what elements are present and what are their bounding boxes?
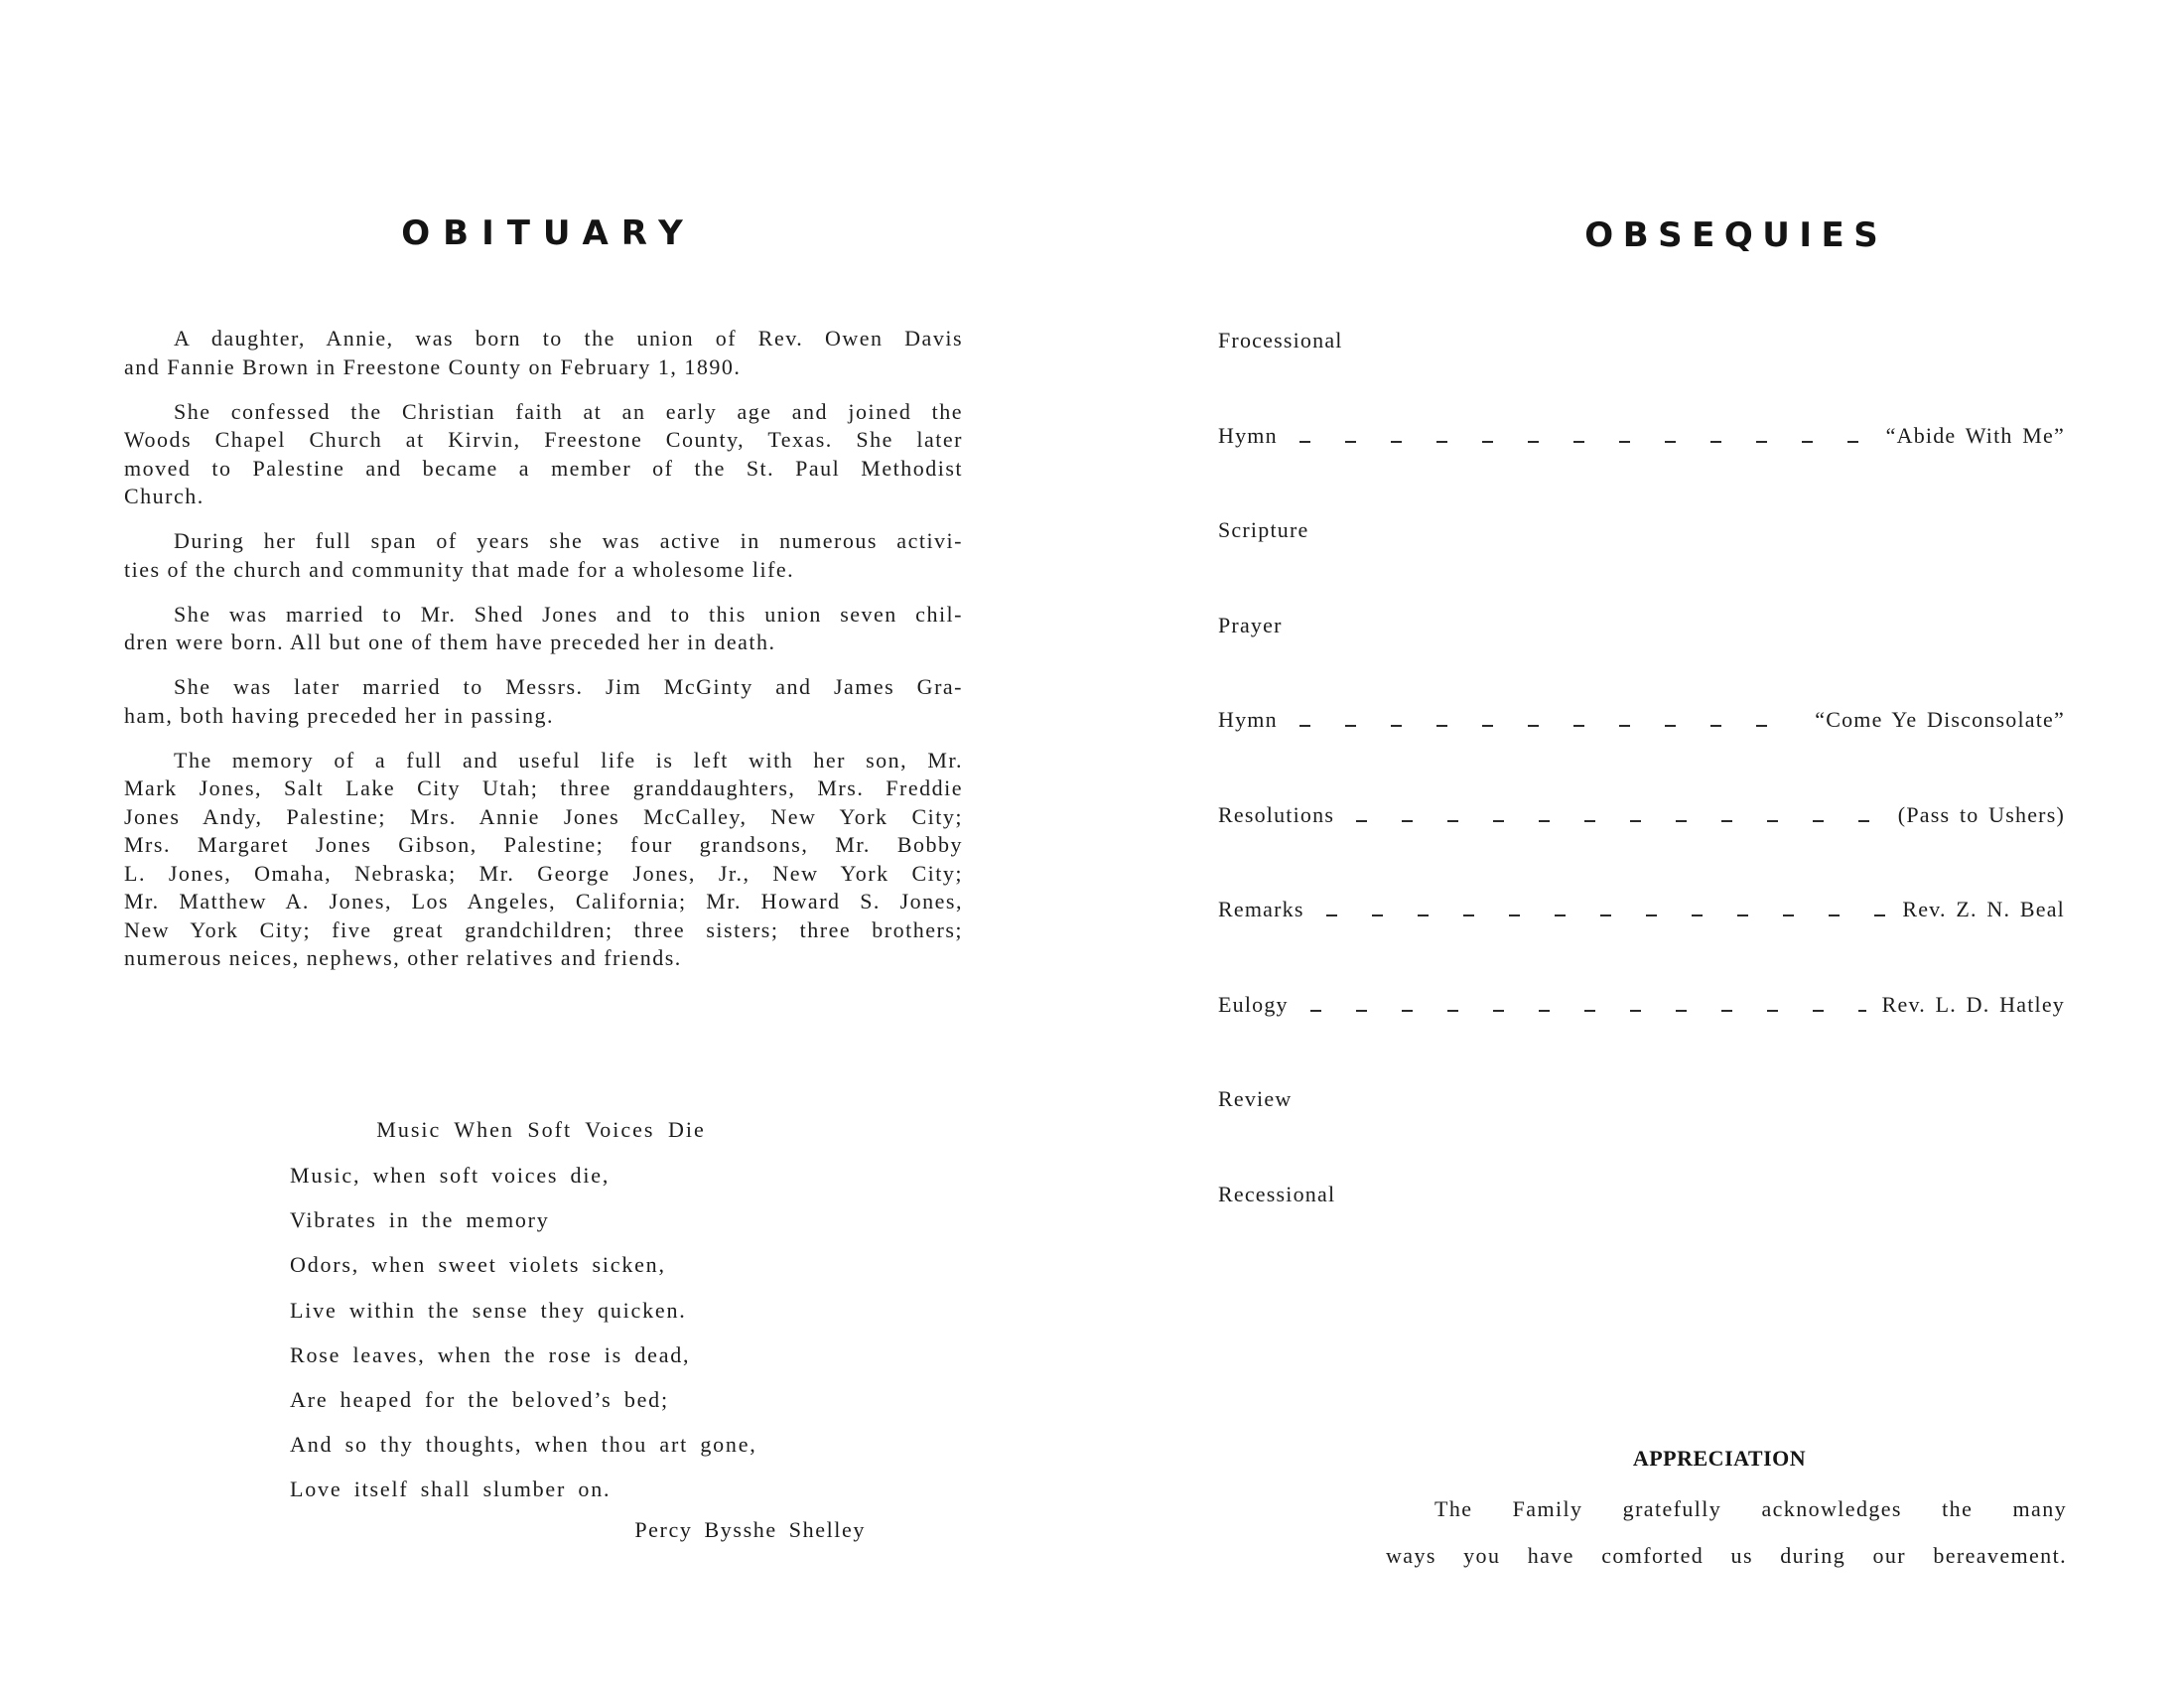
service-item-label: Frocessional [1218, 328, 1343, 352]
service-item-label: Prayer [1218, 612, 1283, 637]
obituary-heading: OBITUARY [401, 213, 696, 253]
obituary-line: ties of the church and community that made for a wholesome life. [124, 556, 795, 582]
service-item [1218, 991, 2065, 1086]
obituary-line: Mrs. Margaret Jones Gibson, Palestine; four grandsons, Mr. Bobby [124, 832, 963, 857]
obituary-line: L. Jones, Omaha, Nebraska; Mr. George Jones, Jr., New York City; [124, 860, 963, 886]
poem-line: Odors, when sweet violets sicken, [290, 1252, 666, 1278]
dash-leader [1299, 725, 1799, 727]
appreciation-text [1386, 1485, 2067, 1579]
obsequies-heading: OBSEQUIES [1584, 215, 1888, 255]
obituary-line: A daughter, Annie, was born to the union of Rev. Owen Davis [174, 326, 963, 351]
obituary-line: She was later married to Messrs. Jim McGinty and James Gra- [174, 674, 963, 699]
poem-line: Vibrates in the memory [290, 1207, 550, 1233]
obituary-line: dren were born. All but one of them have preceded her in death. [124, 630, 776, 654]
poem-title: Music When Soft Voices Die [376, 1117, 706, 1142]
service-item [1218, 327, 2065, 422]
service-item-label: Hymn [1218, 422, 1278, 448]
service-item [1218, 801, 2065, 897]
service-item [1218, 1085, 2065, 1181]
obituary-paragraph [124, 601, 963, 657]
dash-leader [1326, 914, 1887, 916]
obituary-text [124, 325, 963, 989]
service-item-detail: Rev. L. D. Hatley [1881, 991, 2065, 1017]
poem-line: Rose leaves, when the rose is dead, [290, 1341, 691, 1367]
poem-line: Music, when soft voices die, [290, 1163, 611, 1188]
appreciation-line: The Family gratefully acknowledges the many [1434, 1496, 2067, 1521]
poem-line: Love itself shall slumber on. [290, 1477, 612, 1502]
obituary-line: Mr. Matthew A. Jones, Los Angeles, California; Mr. Howard S. Jones, [124, 889, 963, 914]
obsequies-page [1092, 0, 2184, 1688]
obituary-line: numerous neices, nephews, other relatives and friends. [124, 945, 682, 970]
obituary-paragraph [124, 673, 963, 730]
dash-leader [1356, 820, 1882, 822]
service-item-label: Recessional [1218, 1181, 1336, 1206]
obituary-line: Church. [124, 484, 205, 508]
obituary-paragraph [124, 527, 963, 584]
service-item [1218, 422, 2065, 517]
obituary-line: ham, both having preceded her in passing. [124, 702, 554, 728]
service-item-detail: “Come Ye Disconsolate” [1815, 707, 2065, 732]
service-item-label: Eulogy [1218, 991, 1289, 1017]
poem-line: And so thy thoughts, when thou art gone, [290, 1432, 757, 1458]
service-item [1218, 706, 2065, 801]
service-item-detail: (Pass to Ushers) [1897, 801, 2065, 827]
appreciation-heading: APPRECIATION [1632, 1446, 1807, 1471]
obituary-line: and Fannie Brown in Freestone County on February 1, 1890. [124, 353, 742, 379]
appreciation-line: ways you have comforted us during our bereavement. [1386, 1543, 2067, 1568]
obituary-paragraph [124, 398, 963, 511]
service-item [1218, 516, 2065, 612]
service-item-label: Resolutions [1218, 801, 1335, 827]
dash-leader [1310, 1010, 1866, 1012]
service-item-label: Remarks [1218, 897, 1304, 921]
service-item [1218, 896, 2065, 991]
service-item [1218, 1181, 2065, 1276]
obituary-line: During her full span of years she was active in numerous activi- [174, 528, 963, 553]
service-item-detail: Rev. Z. N. Beal [1902, 897, 2065, 921]
obituary-line: moved to Palestine and became a member of the St. Paul Methodist [124, 455, 963, 481]
service-item-label: Scripture [1218, 517, 1309, 542]
poem-author: Percy Bysshe Shelley [634, 1517, 866, 1542]
service-item-label: Hymn [1218, 707, 1278, 732]
service-item-label: Review [1218, 1086, 1293, 1111]
obituary-line: New York City; five great grandchildren; three sisters; three brothers; [124, 916, 963, 942]
obituary-line: The memory of a full and useful life is left with her son, Mr. [174, 747, 963, 773]
poem-line: Live within the sense they quicken. [290, 1297, 687, 1323]
service-item-detail: “Abide With Me” [1885, 422, 2065, 448]
obituary-line: She confessed the Christian faith at an early age and joined the [174, 398, 963, 424]
obituary-line: Mark Jones, Salt Lake City Utah; three granddaughters, Mrs. Freddie [124, 775, 963, 800]
order-of-service [1218, 327, 2065, 1275]
obituary-line: She was married to Mr. Shed Jones and to this union seven chil- [174, 601, 963, 627]
dash-leader [1299, 441, 1870, 443]
obituary-line: Woods Chapel Church at Kirvin, Freestone County, Texas. She later [124, 427, 963, 452]
obituary-line: Jones Andy, Palestine; Mrs. Annie Jones McCalley, New York City; [124, 803, 963, 829]
obituary-paragraph [124, 747, 963, 973]
poem-verses [290, 1153, 886, 1512]
service-item [1218, 612, 2065, 707]
poem-line: Are heaped for the beloved’s bed; [290, 1387, 669, 1413]
obituary-paragraph [124, 325, 963, 381]
